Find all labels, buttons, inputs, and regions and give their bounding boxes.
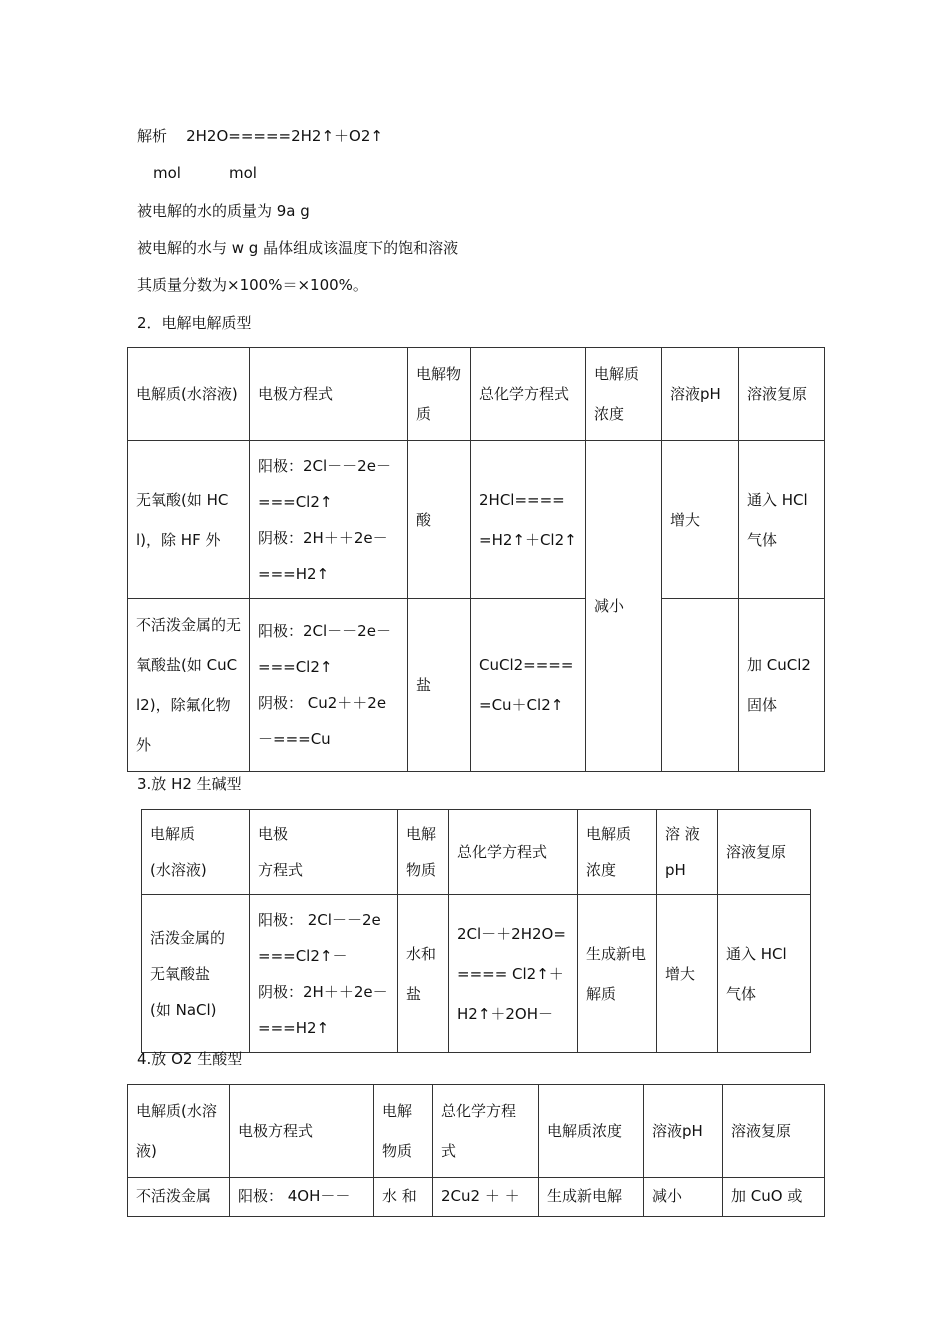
cell-ph: 减小: [644, 1178, 723, 1217]
anode-equation: 阳极： 2Cl－－2e===Cl2↑－: [258, 910, 381, 965]
table-row: [142, 895, 811, 1053]
cell-electrode: [250, 599, 408, 772]
cathode-equation: 阴极：2H＋＋2e－===H2↑: [258, 528, 388, 583]
section4-title: 4.放 O2 生酸型: [137, 1050, 243, 1068]
cell-equation: CuCl2=====Cu＋Cl2↑: [471, 599, 586, 772]
header-substance: 电解物质: [408, 348, 471, 441]
header-concentration: [578, 810, 657, 895]
header-ph-line2: pH: [665, 861, 686, 879]
header-concentration: 电解质浓度: [586, 348, 662, 441]
header-equation: 总化学方程式: [471, 348, 586, 441]
header-concentration-line2: 浓度: [586, 861, 617, 879]
cell-restore: 通入 HCl 气体: [739, 441, 825, 599]
header-electrode: 电极方程式: [250, 348, 408, 441]
header-concentration: 电解质浓度: [539, 1085, 644, 1178]
cell-equation: 2Cl－＋2H2O===== Cl2↑＋H2↑＋2OH－: [449, 895, 578, 1053]
cell-ph: [662, 599, 739, 772]
header-restore: 溶液复原: [723, 1085, 825, 1178]
anode-equation: 阳极：2Cl－－2e－===Cl2↑: [258, 456, 391, 511]
section3-table: [141, 809, 811, 1053]
cell-substance: 水 和: [374, 1178, 433, 1217]
cell-electrode: 阳极： 4OH－－: [230, 1178, 374, 1217]
anode-equation: 阳极：2Cl－－2e－===Cl2↑: [258, 622, 391, 676]
electrolyte-line1: 活泼金属的: [150, 928, 226, 947]
cell-ph: 增大: [657, 895, 718, 1053]
cell-substance: 盐: [408, 599, 471, 772]
electrolyte-line2: 无氧酸盐: [150, 964, 211, 983]
cell-electrode: [250, 895, 398, 1053]
section2-title: 2．电解电解质型: [137, 314, 252, 332]
cell-electrode: [250, 441, 408, 599]
header-electrolyte: 电解质(水溶液): [128, 1085, 230, 1178]
cell-electrolyte: 不活泼金属: [128, 1178, 230, 1217]
section4-table: [127, 1084, 825, 1217]
header-ph: 溶液pH: [662, 348, 739, 441]
analysis-line: 解析 2H2O=====2H2↑＋O2↑: [137, 127, 383, 145]
mass-fraction-line: 其质量分数为×100%＝×100%。: [137, 276, 368, 294]
header-substance-line2: 物质: [406, 861, 437, 879]
cell-electrolyte: 不活泼金属的无氧酸盐(如 CuCl2)，除氟化物外: [128, 599, 250, 772]
mol-label-1: mol: [153, 164, 181, 182]
cathode-equation: 阴极： Cu2＋＋2e－===Cu: [258, 694, 387, 748]
mol-label-2: mol: [229, 164, 257, 182]
header-equation: 总化学方程式: [449, 810, 578, 895]
header-concentration-line1: 电解质: [586, 825, 632, 843]
section2-table: [127, 347, 825, 772]
header-electrode-line1: 电极: [258, 825, 289, 843]
table-row: [128, 1178, 825, 1217]
cell-concentration: 生成新电解质: [578, 895, 657, 1053]
cell-equation: 2Cu2 ＋ ＋: [433, 1178, 539, 1217]
header-equation: 总化学方程式: [433, 1085, 539, 1178]
header-electrode: 电极方程式: [230, 1085, 374, 1178]
header-electrolyte-line1: 电解质: [150, 825, 196, 843]
cell-equation: 2HCl=====H2↑＋Cl2↑: [471, 441, 586, 599]
cathode-equation: 阴极：2H＋＋2e－===H2↑: [258, 982, 388, 1037]
header-substance: [398, 810, 449, 895]
cell-restore: 通入 HCl 气体: [718, 895, 811, 1053]
cell-concentration: 减小: [586, 441, 662, 772]
header-electrode: [250, 810, 398, 895]
saturated-solution-line: 被电解的水与 w g 晶体组成该温度下的饱和溶液: [137, 239, 459, 257]
header-ph-line1: 溶 液: [665, 825, 700, 843]
cell-electrolyte: [142, 895, 250, 1053]
section3-header-row: [142, 810, 811, 895]
cell-substance: 水和盐: [398, 895, 449, 1053]
header-restore: 溶液复原: [739, 348, 825, 441]
section2-header-row: [128, 348, 825, 441]
electrolyte-line3: (如 NaCl): [150, 1000, 217, 1019]
header-substance: 电解物质: [374, 1085, 433, 1178]
cell-restore: 加 CuO 或: [723, 1178, 825, 1217]
header-electrode-line2: 方程式: [258, 861, 304, 879]
section4-header-row: [128, 1085, 825, 1178]
header-substance-line1: 电解: [406, 825, 437, 843]
cell-substance: 酸: [408, 441, 471, 599]
header-electrolyte: [142, 810, 250, 895]
table-row: [128, 599, 825, 772]
header-electrolyte-line2: (水溶液): [150, 861, 207, 879]
cell-restore: 加 CuCl2 固体: [739, 599, 825, 772]
table-row: [128, 441, 825, 599]
cell-electrolyte: 无氧酸(如 HCl)，除 HF 外: [128, 441, 250, 599]
header-restore: 溶液复原: [718, 810, 811, 895]
header-ph: [657, 810, 718, 895]
cell-concentration: 生成新电解: [539, 1178, 644, 1217]
header-electrolyte: 电解质(水溶液): [128, 348, 250, 441]
header-ph: 溶液pH: [644, 1085, 723, 1178]
cell-ph: 增大: [662, 441, 739, 599]
water-mass-line: 被电解的水的质量为 9a g: [137, 202, 310, 220]
section3-title: 3.放 H2 生碱型: [137, 775, 242, 793]
